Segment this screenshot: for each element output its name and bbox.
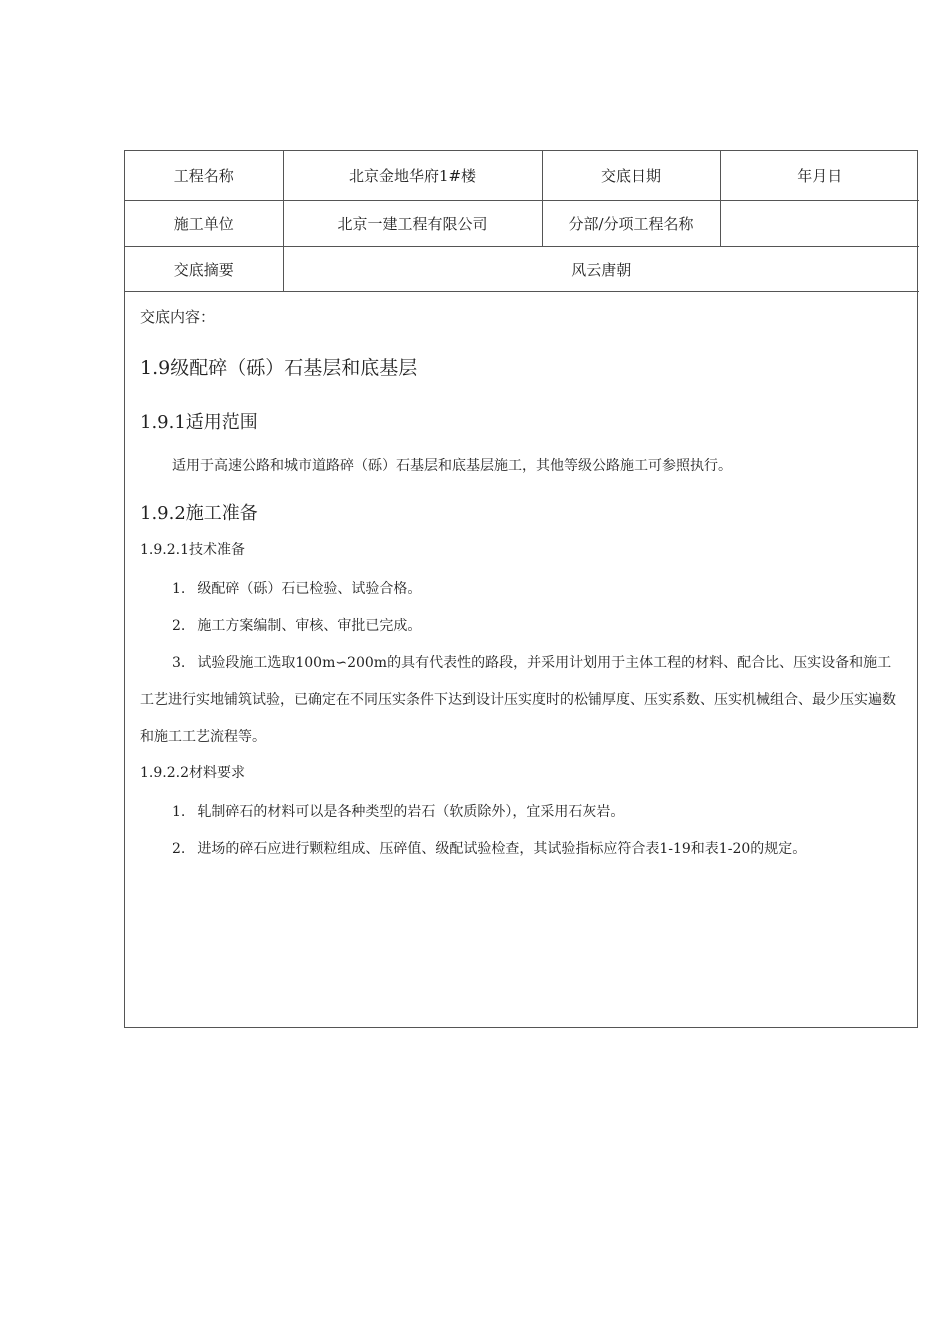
disclosure-content	[125, 292, 917, 868]
construction-unit-label: 施工单位	[125, 201, 283, 247]
preparation-heading: 1.9.2施工准备	[140, 503, 258, 524]
construction-unit-value: 北京一建工程有限公司	[283, 201, 542, 247]
disclosure-date-label: 交底日期	[542, 151, 720, 201]
project-name-label: 工程名称	[125, 151, 283, 201]
material-item-number: 1.	[172, 804, 186, 820]
material-item-text: 进场的碎石应进行颗粒组成、压碎值、级配试验检查，其试验指标应符合表1-19和表1-20的规定。	[197, 841, 807, 857]
tech-item-2	[140, 608, 903, 645]
material-item-number: 2.	[172, 841, 186, 857]
scope-text: 适用于高速公路和城市道路碎（砾）石基层和底基层施工，其他等级公路施工可参照执行。	[172, 458, 732, 474]
project-name-value: 北京金地华府1#楼	[283, 151, 542, 201]
header-row-unit	[125, 201, 919, 247]
subproject-value	[720, 201, 919, 247]
material-item-text: 轧制碎石的材料可以是各种类型的岩石（软质除外），宜采用石灰岩。	[197, 804, 625, 820]
tech-item-text: 施工方案编制、审核、审批已完成。	[197, 618, 422, 634]
section-title: 1.9级配碎（砾）石基层和底基层	[140, 357, 418, 379]
tech-item-1	[140, 571, 903, 608]
tech-prep-heading: 1.9.2.1技术准备	[140, 542, 245, 558]
tech-item-text: 级配碎（砾）石已检验、试验合格。	[197, 581, 422, 597]
disclosure-form	[124, 150, 918, 1028]
material-heading: 1.9.2.2材料要求	[140, 765, 245, 781]
tech-item-number: 3.	[172, 655, 186, 671]
scope-heading: 1.9.1适用范围	[140, 412, 258, 433]
tech-item-text: 试验段施工选取100m∽200m的具有代表性的路段，并采用计划用于主体工程的材料、配合比、压实设备和施工工艺进行实地铺筑试验，已确定在不同压实条件下达到设计压实度时的松铺厚度、压实系数、压实机械组合、最少压实遍数和施工工艺流程等。	[140, 655, 896, 745]
header-row-project	[125, 151, 919, 201]
summary-value: 风云唐朝	[283, 247, 919, 292]
tech-item-3	[140, 645, 903, 756]
summary-label: 交底摘要	[125, 247, 283, 292]
material-item-2	[140, 831, 903, 868]
material-item-1	[140, 794, 903, 831]
subproject-label: 分部/分项工程名称	[542, 201, 720, 247]
header-row-summary	[125, 247, 919, 292]
tech-item-number: 2.	[172, 618, 186, 634]
disclosure-date-value: 年月日	[720, 151, 919, 201]
header-table	[125, 151, 919, 292]
content-label: 交底内容：	[140, 308, 216, 326]
tech-item-number: 1.	[172, 581, 186, 597]
